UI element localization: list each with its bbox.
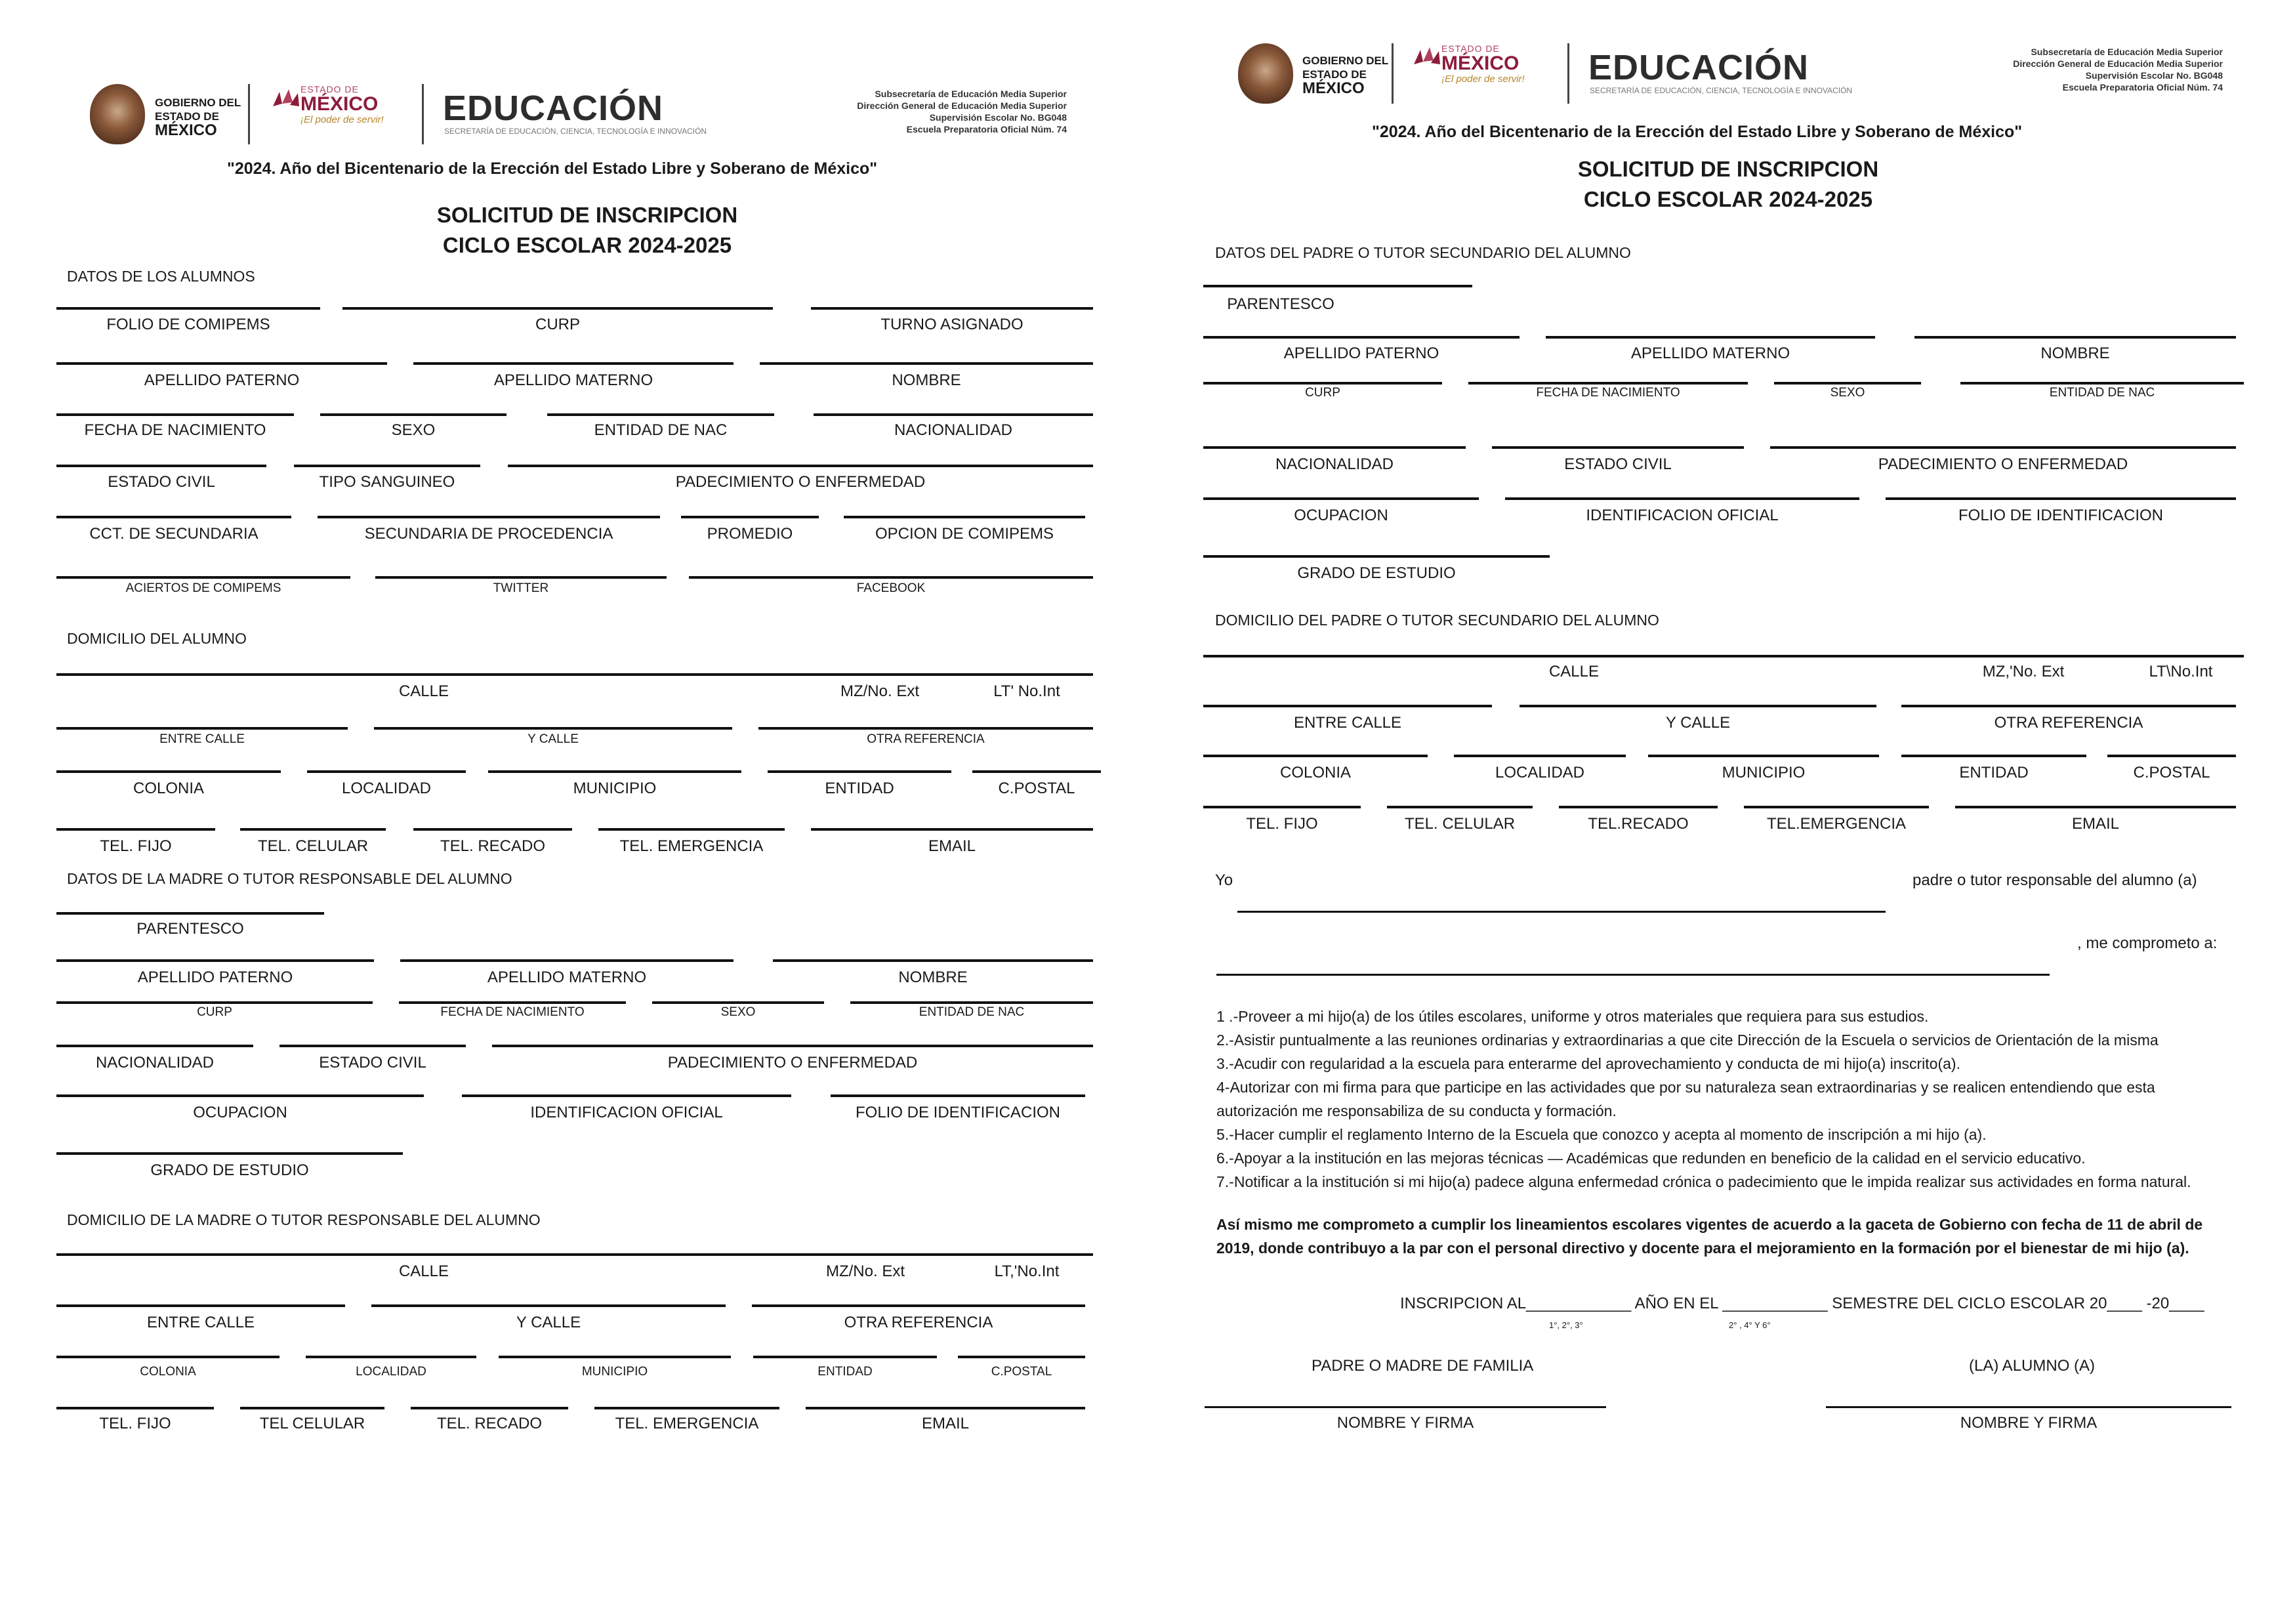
gobierno-logo-text: GOBIERNO DEL ESTADO DE MÉXICO — [155, 96, 241, 139]
label-mz-no-ext: MZ/No. Ext — [825, 1262, 905, 1280]
field-line[interactable] — [320, 413, 507, 416]
inscripcion-line[interactable]: INSCRIPCION AL____________ AÑO EN EL ____________ SEMESTRE DEL CICLO ESCOLAR 20____ -20____ — [1400, 1295, 2204, 1312]
label-apellido-materno: APELLIDO MATERNO — [1630, 344, 1790, 362]
field-line[interactable] — [1960, 382, 2244, 385]
field-line[interactable] — [1505, 497, 1859, 500]
field-line[interactable] — [306, 1356, 476, 1358]
field-line[interactable] — [371, 1304, 726, 1307]
field-line[interactable] — [492, 1045, 1093, 1047]
field-line[interactable] — [342, 307, 773, 310]
section-domicilio-padre: DOMICILIO DEL PADRE O TUTOR SECUNDARIO DEL ALUMNO — [1215, 612, 1659, 629]
label-opcion-comipems: OPCION DE COMIPEMS — [875, 525, 1054, 543]
label-folio-comipems: FOLIO DE COMIPEMS — [106, 316, 270, 333]
label-facebook: FACEBOOK — [856, 581, 926, 595]
label-c-postal: C.POSTAL — [998, 780, 1075, 797]
label-yo: Yo — [1215, 871, 1233, 889]
label-padecimiento: PADECIMIENTO O ENFERMEDAD — [1878, 455, 2128, 473]
field-line[interactable] — [374, 727, 732, 730]
field-line[interactable] — [1955, 806, 2236, 808]
field-line[interactable] — [1492, 446, 1744, 449]
label-entre-calle: ENTRE CALLE — [146, 1314, 255, 1331]
label-localidad: LOCALIDAD — [356, 1365, 426, 1379]
header-divider — [1567, 43, 1569, 104]
label-apellido-materno: APELLIDO MATERNO — [493, 371, 653, 389]
label-tel-fijo: TEL. FIJO — [100, 837, 172, 855]
field-line[interactable] — [56, 727, 348, 730]
label-tel-celular: TEL. CELULAR — [257, 837, 369, 855]
field-line[interactable] — [413, 828, 572, 831]
field-line[interactable] — [56, 307, 320, 310]
label-nombre: NOMBRE — [2040, 344, 2110, 362]
label-padre-tutor: padre o tutor responsable del alumno (a) — [1912, 871, 2197, 889]
field-line[interactable] — [811, 828, 1093, 831]
commitment-item: 4-Autorizar con mi firma para que participe en las actividades que por su naturaleza sean extraordinarias y se realicen entendiendo que esta — [1216, 1079, 2155, 1096]
field-line[interactable] — [1520, 705, 1876, 707]
label-padre-madre-familia: PADRE O MADRE DE FAMILIA — [1312, 1357, 1534, 1375]
label-apellido-paterno: APELLIDO PATERNO — [144, 371, 300, 389]
field-line[interactable] — [56, 828, 215, 831]
label-fecha-nacimiento: FECHA DE NACIMIENTO — [1536, 386, 1680, 400]
label-cct-secundaria: CCT. DE SECUNDARIA — [89, 525, 258, 543]
field-line[interactable] — [56, 1407, 214, 1409]
field-line[interactable] — [56, 1304, 345, 1307]
commitment-item: 6.-Apoyar a la institución en las mejoras técnicas — Académicas que redunden en beneficio de la calidad en el servicio educativo. — [1216, 1150, 2086, 1167]
label-tipo-sanguineo: TIPO SANGUINEO — [319, 473, 455, 491]
field-line[interactable] — [413, 362, 734, 365]
field-line[interactable] — [294, 465, 480, 467]
field-line[interactable] — [773, 959, 1093, 962]
label-alumno: (LA) ALUMNO (A) — [1969, 1357, 2096, 1375]
label-tel-fijo: TEL. FIJO — [99, 1415, 171, 1432]
label-tel-emergencia: TEL.EMERGENCIA — [1766, 815, 1907, 833]
field-line[interactable] — [1203, 497, 1479, 500]
educacion-logo: EDUCACIÓN — [443, 89, 664, 128]
label-identificacion-oficial: IDENTIFICACION OFICIAL — [530, 1104, 723, 1121]
field-line[interactable] — [56, 1356, 279, 1358]
field-line[interactable] — [681, 516, 819, 518]
section-datos-padre: DATOS DEL PADRE O TUTOR SECUNDARIO DEL ALUMNO — [1215, 244, 1631, 261]
label-mz-no-ext: MZ/No. Ext — [840, 682, 919, 700]
field-line[interactable] — [56, 1045, 253, 1047]
label-colonia: COLONIA — [133, 780, 205, 797]
field-line[interactable] — [831, 1094, 1085, 1097]
commitment-item: autorización me responsabiliza de su conducta y formación. — [1216, 1102, 1617, 1119]
label-folio-identificacion: FOLIO DE IDENTIFICACION — [1958, 507, 2164, 524]
label-identificacion-oficial: IDENTIFICACION OFICIAL — [1586, 507, 1779, 524]
field-line[interactable] — [2107, 755, 2236, 757]
field-line[interactable] — [689, 576, 1093, 579]
hint-grados-1: 1°, 2°, 3° — [1549, 1320, 1583, 1330]
field-line[interactable] — [547, 413, 774, 416]
label-lt-no-int: LT,'No.Int — [994, 1262, 1060, 1280]
compromiso-line[interactable] — [1216, 974, 2050, 976]
field-line[interactable] — [1203, 285, 1472, 287]
field-line[interactable] — [56, 1152, 403, 1155]
label-c-postal: C.POSTAL — [991, 1365, 1052, 1379]
label-tel-recado: TEL.RECADO — [1588, 815, 1689, 833]
label-turno-asignado: TURNO ASIGNADO — [880, 316, 1023, 333]
bicentenario-motto: "2024. Año del Bicentenario de la Erección del Estado Libre y Soberano de México" — [227, 159, 878, 178]
label-promedio: PROMEDIO — [707, 525, 793, 543]
field-line[interactable] — [768, 770, 951, 773]
commitments-list — [1216, 1005, 2191, 1194]
label-otra-referencia: OTRA REFERENCIA — [844, 1314, 993, 1331]
label-apellido-paterno: APELLIDO PATERNO — [137, 968, 293, 986]
form-title: SOLICITUD DE INSCRIPCION CICLO ESCOLAR 2024-2025 — [1577, 157, 1879, 211]
gobierno-seal-logo — [1238, 43, 1293, 104]
header-divider — [422, 84, 424, 144]
educacion-logo: EDUCACIÓN — [1588, 48, 1809, 87]
field-line[interactable] — [1901, 705, 2236, 707]
field-line[interactable] — [814, 413, 1093, 416]
educacion-subtitle: SECRETARÍA DE EDUCACIÓN, CIENCIA, TECNOLOGÍA E INNOVACIÓN — [1590, 86, 1853, 95]
label-tel-fijo: TEL. FIJO — [1246, 815, 1318, 833]
hint-grados-2: 2° , 4° Y 6° — [1729, 1320, 1771, 1330]
field-line[interactable] — [1901, 755, 2086, 757]
label-entidad-nac: ENTIDAD DE NAC — [919, 1005, 1025, 1019]
label-ocupacion: OCUPACION — [1294, 507, 1388, 524]
field-line[interactable] — [56, 516, 291, 518]
label-folio-identificacion: FOLIO DE IDENTIFICACION — [855, 1104, 1061, 1121]
field-line[interactable] — [1744, 806, 1929, 808]
label-entidad-nac: ENTIDAD DE NAC — [2049, 386, 2155, 400]
label-sexo: SEXO — [1830, 386, 1865, 400]
label-y-calle: Y CALLE — [1665, 714, 1731, 732]
label-calle: CALLE — [398, 682, 449, 700]
label-parentesco: PARENTESCO — [1227, 295, 1334, 313]
field-line[interactable] — [844, 516, 1085, 518]
label-otra-referencia: OTRA REFERENCIA — [1994, 714, 2143, 732]
field-line[interactable] — [240, 1407, 384, 1409]
edomex-flower-logo — [270, 87, 300, 113]
field-line[interactable] — [56, 770, 281, 773]
label-apellido-materno: APELLIDO MATERNO — [487, 968, 647, 986]
field-line[interactable] — [1648, 755, 1879, 757]
field-line[interactable] — [1914, 336, 2236, 339]
field-line[interactable] — [1203, 446, 1466, 449]
field-line[interactable] — [652, 1001, 824, 1004]
label-email: EMAIL — [921, 1415, 970, 1432]
label-entidad: ENTIDAD — [1959, 764, 2029, 781]
field-line[interactable] — [811, 307, 1093, 310]
field-line[interactable] — [752, 1304, 1085, 1307]
gaceta-paragraph: Así mismo me comprometo a cumplir los lineamientos escolares vigentes de acuerdo a la gaceta de Gobierno con fecha de 11 de abril de 2019, donde contribuyo a la par con el personal directivo y docente para el mejoramiento en la formación por el bienestar de mi hijo (a). — [1216, 1216, 2203, 1257]
label-y-calle: Y CALLE — [527, 732, 579, 746]
field-line[interactable] — [462, 1094, 791, 1097]
field-line[interactable] — [850, 1001, 1093, 1004]
label-fecha-nacimiento: FECHA DE NACIMIENTO — [440, 1005, 585, 1019]
label-entidad-nac: ENTIDAD DE NAC — [594, 421, 728, 439]
label-nombre: NOMBRE — [892, 371, 961, 389]
field-line[interactable] — [240, 828, 386, 831]
label-entidad: ENTIDAD — [825, 780, 894, 797]
label-aciertos-comipems: ACIERTOS DE COMIPEMS — [125, 581, 281, 595]
label-estado-civil: ESTADO CIVIL — [1564, 455, 1672, 473]
label-localidad: LOCALIDAD — [1495, 764, 1585, 781]
label-sexo: SEXO — [391, 421, 436, 439]
label-email: EMAIL — [928, 837, 976, 855]
gobierno-logo-text: GOBIERNO DEL ESTADO DE MÉXICO — [1302, 54, 1389, 97]
field-line[interactable] — [400, 959, 734, 962]
gobierno-seal-logo — [90, 84, 145, 144]
field-line[interactable] — [1203, 655, 2244, 657]
label-tel-celular: TEL CELULAR — [259, 1415, 365, 1432]
institution-info: Subsecretaría de Educación Media Superior Dirección General de Educación Media Superior Supervisión Escolar No. BG048 Escuela Preparatoria Oficial Núm. 74 — [2013, 47, 2223, 93]
label-grado-estudio: GRADO DE ESTUDIO — [1297, 564, 1456, 582]
field-line[interactable] — [972, 770, 1101, 773]
label-lt-no-int: LT\No.Int — [2149, 663, 2213, 680]
label-municipio: MUNICIPIO — [581, 1365, 648, 1379]
label-curp: CURP — [1305, 386, 1340, 400]
label-grado-estudio: GRADO DE ESTUDIO — [150, 1161, 309, 1179]
firma-alumno-line[interactable] — [1826, 1406, 2231, 1408]
field-line[interactable] — [56, 959, 374, 962]
field-line[interactable] — [488, 770, 741, 773]
field-line[interactable] — [56, 1094, 424, 1097]
edomex-logo: ESTADO DE MÉXICO ¡El poder de servir! — [1441, 43, 1525, 85]
label-tel-emergencia: TEL. EMERGENCIA — [619, 837, 764, 855]
label-nombre: NOMBRE — [898, 968, 968, 986]
field-line[interactable] — [1203, 705, 1492, 707]
field-line[interactable] — [56, 362, 387, 365]
label-estado-civil: ESTADO CIVIL — [108, 473, 215, 491]
label-email: EMAIL — [2071, 815, 2120, 833]
field-line[interactable] — [56, 576, 350, 579]
form-title: SOLICITUD DE INSCRIPCION CICLO ESCOLAR 2024-2025 — [436, 203, 738, 257]
label-mz-no-ext: MZ,'No. Ext — [1982, 663, 2065, 680]
label-twitter: TWITTER — [493, 581, 549, 595]
edomex-flower-logo — [1411, 45, 1441, 71]
section-domicilio-alumno: DOMICILIO DEL ALUMNO — [67, 630, 247, 647]
field-line[interactable] — [760, 362, 1093, 365]
field-line[interactable] — [958, 1356, 1085, 1358]
header-divider — [1392, 43, 1394, 104]
field-line[interactable] — [1454, 755, 1626, 757]
field-line[interactable] — [1546, 336, 1875, 339]
label-municipio: MUNICIPIO — [573, 780, 657, 797]
label-colonia: COLONIA — [1279, 764, 1352, 781]
label-nombre-firma: NOMBRE Y FIRMA — [1960, 1414, 2098, 1432]
field-line[interactable] — [56, 912, 324, 915]
form-page-right — [1148, 0, 2295, 1624]
label-nombre-firma: NOMBRE Y FIRMA — [1336, 1414, 1474, 1432]
field-line[interactable] — [56, 1001, 373, 1004]
field-line[interactable] — [56, 1253, 1093, 1256]
field-line[interactable] — [307, 770, 466, 773]
field-line[interactable] — [594, 1407, 779, 1409]
commitment-item: 7.-Notificar a la institución si mi hijo(a) padece alguna enfermedad crónica o padecimiento que le impida realizar sus actividades en forma natural. — [1216, 1173, 2191, 1190]
section-datos-alumnos: DATOS DE LOS ALUMNOS — [67, 268, 255, 285]
label-curp: CURP — [197, 1005, 232, 1019]
label-entidad: ENTIDAD — [817, 1365, 873, 1379]
commitment-item: 2.-Asistir puntualmente a las reuniones ordinarias y extraordinarias a que cite Dirección de la Escuela o servicios de Orientación de la misma — [1216, 1031, 2159, 1049]
institution-info: Subsecretaría de Educación Media Superior Dirección General de Educación Media Superior Supervisión Escolar No. BG048 Escuela Preparatoria Oficial Núm. 74 — [857, 89, 1067, 135]
label-estado-civil: ESTADO CIVIL — [319, 1054, 426, 1072]
educacion-subtitle: SECRETARÍA DE EDUCACIÓN, CIENCIA, TECNOLOGÍA E INNOVACIÓN — [444, 127, 707, 136]
label-entre-calle: ENTRE CALLE — [159, 732, 245, 746]
label-padecimiento: PADECIMIENTO O ENFERMEDAD — [667, 1054, 918, 1072]
label-curp: CURP — [535, 316, 580, 333]
label-tel-recado: TEL. RECADO — [436, 1415, 543, 1432]
field-line[interactable] — [1559, 806, 1718, 808]
field-line[interactable] — [1203, 555, 1550, 558]
label-calle: CALLE — [1548, 663, 1600, 680]
field-line[interactable] — [279, 1045, 466, 1047]
field-line[interactable] — [1203, 806, 1361, 808]
label-padecimiento: PADECIMIENTO O ENFERMEDAD — [675, 473, 926, 491]
bicentenario-motto: "2024. Año del Bicentenario de la Erección del Estado Libre y Soberano de México" — [1372, 123, 2023, 141]
label-c-postal: C.POSTAL — [2133, 764, 2210, 781]
label-ocupacion: OCUPACION — [193, 1104, 287, 1121]
field-line[interactable] — [758, 727, 1093, 730]
field-line[interactable] — [1886, 497, 2236, 500]
field-line[interactable] — [598, 828, 785, 831]
field-line[interactable] — [1387, 806, 1533, 808]
label-sexo: SEXO — [720, 1005, 756, 1019]
label-parentesco: PARENTESCO — [136, 920, 244, 938]
field-line[interactable] — [1203, 755, 1428, 757]
edomex-logo: ESTADO DE MÉXICO ¡El poder de servir! — [300, 84, 384, 125]
label-calle: CALLE — [398, 1262, 449, 1280]
label-tel-emergencia: TEL. EMERGENCIA — [615, 1415, 759, 1432]
field-line[interactable] — [399, 1001, 626, 1004]
field-line[interactable] — [806, 1407, 1085, 1409]
label-lt-no-int: LT' No.Int — [993, 682, 1060, 700]
label-nacionalidad: NACIONALIDAD — [95, 1054, 215, 1072]
field-line[interactable] — [508, 465, 1093, 467]
field-line[interactable] — [1203, 382, 1442, 385]
label-y-calle: Y CALLE — [516, 1314, 581, 1331]
label-apellido-paterno: APELLIDO PATERNO — [1283, 344, 1439, 362]
label-otra-referencia: OTRA REFERENCIA — [867, 732, 985, 746]
field-line[interactable] — [56, 413, 294, 416]
label-municipio: MUNICIPIO — [1722, 764, 1806, 781]
field-line[interactable] — [56, 673, 1093, 676]
commitment-item: 3.-Acudir con regularidad a la escuela para enterarme del aprovechamiento y conducta de mi hijo(a) inscrito(a). — [1216, 1055, 1960, 1072]
label-me-comprometo: , me comprometo a: — [2077, 934, 2218, 952]
label-localidad: LOCALIDAD — [341, 780, 432, 797]
label-secundaria-procedencia: SECUNDARIA DE PROCEDENCIA — [364, 525, 613, 543]
nombre-padre-line[interactable] — [1237, 911, 1886, 913]
section-domicilio-madre: DOMICILIO DE LA MADRE O TUTOR RESPONSABLE DEL ALUMNO — [67, 1211, 541, 1228]
header-divider — [248, 84, 250, 144]
field-line[interactable] — [1774, 382, 1921, 385]
field-line[interactable] — [375, 576, 667, 579]
commitment-item: 1 .-Proveer a mi hijo(a) de los útiles escolares, uniforme y otros materiales que requiera para sus estudios. — [1216, 1008, 1929, 1025]
field-line[interactable] — [499, 1356, 731, 1358]
label-nacionalidad: NACIONALIDAD — [894, 421, 1013, 439]
section-datos-madre: DATOS DE LA MADRE O TUTOR RESPONSABLE DEL ALUMNO — [67, 870, 512, 887]
label-tel-recado: TEL. RECADO — [440, 837, 546, 855]
label-colonia: COLONIA — [140, 1365, 196, 1379]
field-line[interactable] — [753, 1356, 937, 1358]
field-line[interactable] — [1770, 446, 2236, 449]
label-nacionalidad: NACIONALIDAD — [1275, 455, 1394, 473]
commitment-item: 5.-Hacer cumplir el reglamento Interno de la Escuela que conozco y acepta al momento de inscripción a mi hijo (a). — [1216, 1126, 1987, 1143]
field-line[interactable] — [318, 516, 660, 518]
field-line[interactable] — [1203, 336, 1520, 339]
field-line[interactable] — [1468, 382, 1748, 385]
label-entre-calle: ENTRE CALLE — [1293, 714, 1402, 732]
label-fecha-nacimiento: FECHA DE NACIMIENTO — [84, 421, 266, 439]
field-line[interactable] — [411, 1407, 568, 1409]
firma-padre-line[interactable] — [1205, 1406, 1606, 1408]
label-tel-celular: TEL. CELULAR — [1404, 815, 1516, 833]
field-line[interactable] — [56, 465, 266, 467]
